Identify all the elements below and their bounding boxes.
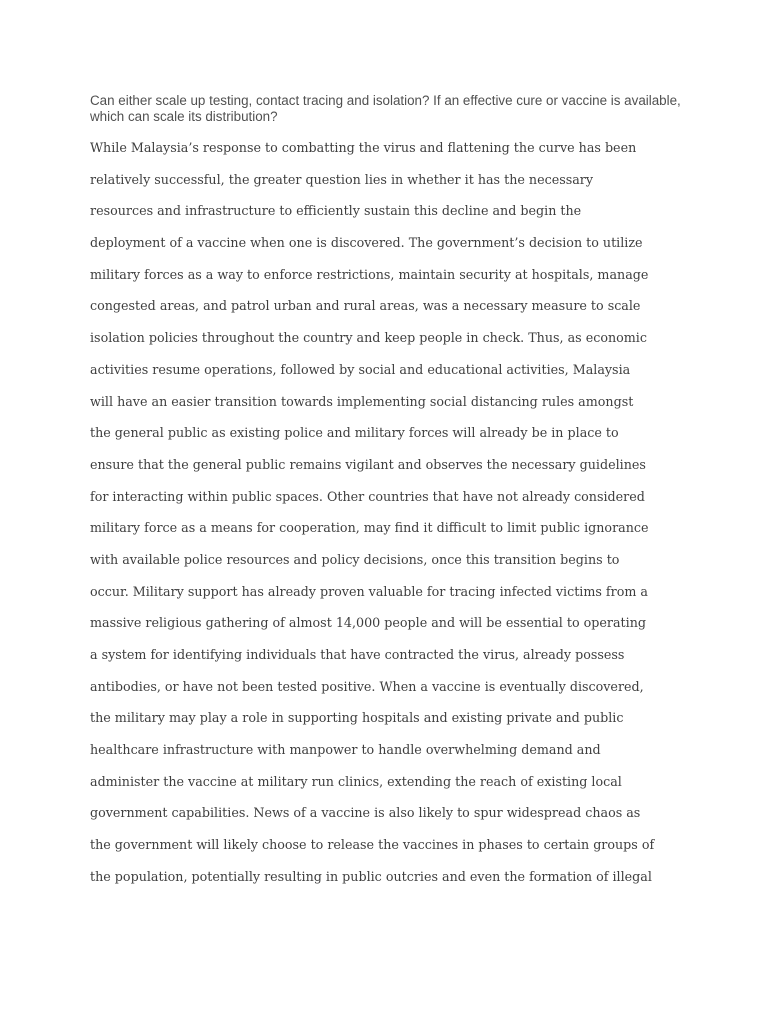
body-line: military force as a means for cooperation, may find it difficult to limit public ignorance bbox=[90, 520, 649, 536]
body-line: a system for identifying individuals that have contracted the virus, already possess bbox=[90, 647, 625, 662]
body-line: the general public as existing police and military forces will already be in place to bbox=[90, 425, 619, 441]
body-line: While Malaysia’s response to combatting the virus and flattening the curve has been bbox=[90, 140, 637, 155]
body-paragraph bbox=[90, 136, 710, 897]
body-line: the military may play a role in supporting hospitals and existing private and public bbox=[90, 710, 624, 726]
body-line: occur. Military support has already proven valuable for tracing infected victims from a bbox=[90, 583, 648, 599]
question-heading bbox=[90, 93, 690, 124]
body-line: military forces as a way to enforce restrictions, maintain security at hospitals, manage bbox=[90, 266, 649, 282]
body-line: the government will likely choose to release the vaccines in phases to certain groups of bbox=[90, 837, 655, 853]
body-line: for interacting within public spaces. Other countries that have not already considered bbox=[90, 488, 645, 504]
body-line: the population, potentially resulting in public outcries and even the formation of illegal bbox=[90, 868, 652, 884]
body-line: resources and infrastructure to efficiently sustain this decline and begin the bbox=[90, 203, 582, 219]
body-line: government capabilities. News of a vaccine is also likely to spur widespread chaos as bbox=[90, 805, 641, 821]
question-line: which can scale its distribution? bbox=[90, 108, 278, 124]
body-line: with available police resources and policy decisions, once this transition begins to bbox=[90, 551, 620, 567]
body-line: administer the vaccine at military run clinics, extending the reach of existing local bbox=[90, 773, 622, 789]
body-line: congested areas, and patrol urban and rural areas, was a necessary measure to scale bbox=[90, 298, 641, 314]
body-line: isolation policies throughout the country and keep people in check. Thus, as economic bbox=[90, 330, 647, 346]
body-line: ensure that the general public remains vigilant and observes the necessary guidelines bbox=[90, 456, 646, 472]
body-line: deployment of a vaccine when one is discovered. The government’s decision to utilize bbox=[90, 235, 643, 251]
body-line: healthcare infrastructure with manpower to handle overwhelming demand and bbox=[90, 742, 601, 758]
body-line: activities resume operations, followed by social and educational activities, Malaysia bbox=[90, 361, 631, 377]
body-line: relatively successful, the greater question lies in whether it has the necessary bbox=[90, 171, 594, 187]
body-line: will have an easier transition towards implementing social distancing rules amongst bbox=[90, 393, 634, 409]
question-line: Can either scale up testing, contact tracing and isolation? If an effective cure or vaccine is available, bbox=[90, 93, 681, 108]
body-line: antibodies, or have not been tested positive. When a vaccine is eventually discovered, bbox=[90, 678, 644, 694]
body-line: massive religious gathering of almost 14,000 people and will be essential to operating bbox=[90, 615, 646, 631]
